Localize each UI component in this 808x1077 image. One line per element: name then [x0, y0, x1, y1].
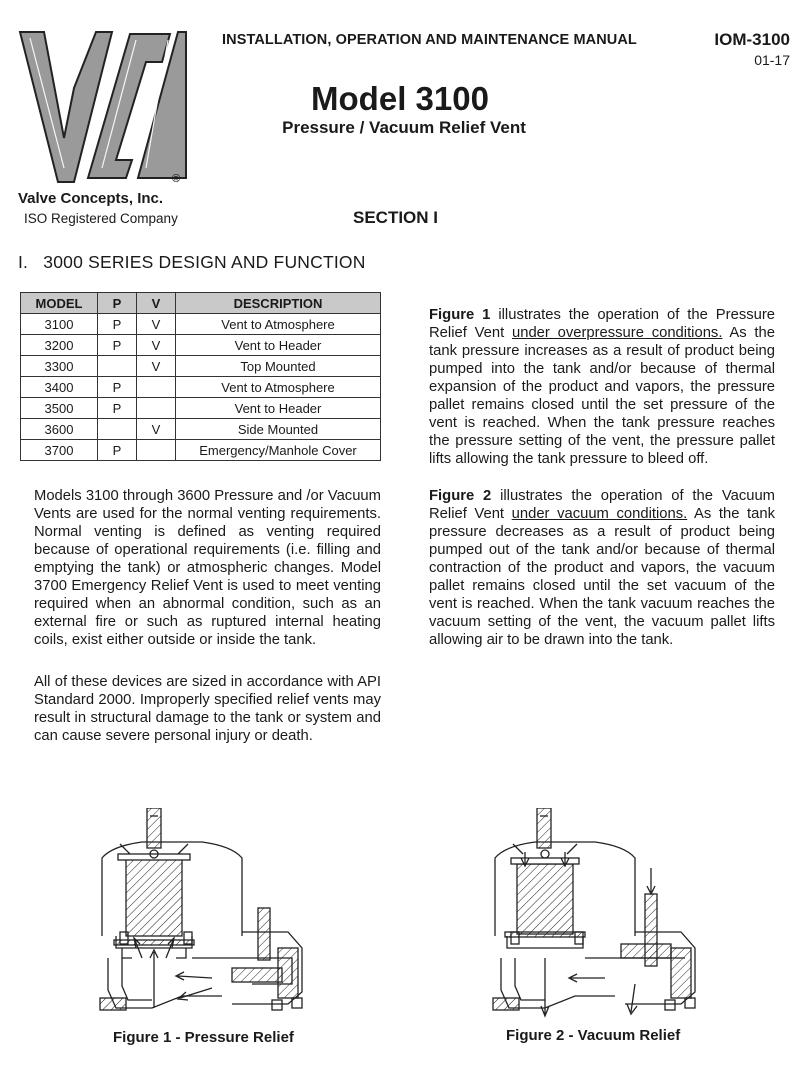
cell-model: 3600: [21, 419, 98, 440]
registered-mark: ®: [172, 173, 181, 185]
cell-p: [98, 356, 137, 377]
header-model: MODEL: [21, 293, 98, 314]
figure1-pressure-relief-drawing: [92, 808, 332, 1023]
model-table: [20, 292, 381, 461]
table-row: [21, 398, 381, 419]
table-row: [21, 356, 381, 377]
cell-model: 3500: [21, 398, 98, 419]
cell-v: [137, 377, 176, 398]
cell-model: 3200: [21, 335, 98, 356]
document-date: 01-17: [754, 52, 790, 68]
figure2-ref: Figure 2: [429, 488, 492, 504]
table-row: [21, 419, 381, 440]
cell-p: P: [98, 398, 137, 419]
cell-description: Emergency/Manhole Cover: [176, 440, 381, 461]
cell-model: 3700: [21, 440, 98, 461]
table-row: [21, 377, 381, 398]
cell-v: V: [137, 356, 176, 377]
cell-v: [137, 398, 176, 419]
manual-title: INSTALLATION, OPERATION AND MAINTENANCE MANUAL: [222, 32, 637, 48]
table-header-row: [21, 293, 381, 314]
cell-model: 3400: [21, 377, 98, 398]
cell-model: 3100: [21, 314, 98, 335]
cell-description: Vent to Header: [176, 335, 381, 356]
cell-v: V: [137, 335, 176, 356]
intro-paragraph: Models 3100 through 3600 Pressure and /or Vacuum Vents are used for the normal venting requirements. Normal venting is defined as venting required because of operational requirements (i.e. filling and emptying the tank) or atmospheric changes. Model 3700 Emergency Relief Vent is used to meet venting required when an abnormal condition, such as an external fire or such as ruptured internal heating coils, exist either outside or inside the tank.: [34, 488, 381, 648]
cell-p: P: [98, 314, 137, 335]
api-standard-paragraph: All of these devices are sized in accordance with API Standard 2000. Improperly specified relief vents may result in structural damage to the tank or system and can cause severe personal injury or death.: [34, 674, 381, 744]
figure2-caption: Figure 2 - Vacuum Relief: [506, 1027, 681, 1044]
cell-p: P: [98, 377, 137, 398]
header-v: V: [137, 293, 176, 314]
header-description: DESCRIPTION: [176, 293, 381, 314]
cell-description: Vent to Header: [176, 398, 381, 419]
cell-description: Vent to Atmosphere: [176, 314, 381, 335]
document-id: IOM-3100: [714, 30, 790, 49]
figure2-vacuum-relief-drawing: [485, 808, 725, 1023]
cell-v: V: [137, 419, 176, 440]
figure1-ref: Figure 1: [429, 307, 491, 323]
header-p: P: [98, 293, 137, 314]
table-row: [21, 335, 381, 356]
cell-description: Side Mounted: [176, 419, 381, 440]
company-name: Valve Concepts, Inc.: [18, 190, 164, 207]
cell-p: [98, 419, 137, 440]
page-title: Model 3100: [311, 80, 489, 117]
cell-model: 3300: [21, 356, 98, 377]
table-row: [21, 440, 381, 461]
page-subtitle: Pressure / Vacuum Relief Vent: [282, 118, 526, 137]
cell-v: [137, 440, 176, 461]
cell-p: P: [98, 335, 137, 356]
cell-description: Vent to Atmosphere: [176, 377, 381, 398]
cell-v: V: [137, 314, 176, 335]
figure2-paragraph: Figure 2 illustrates the operation of the Vacuum Relief Vent under vacuum conditions. As the tank pressure decreases as a result of product being pumped out of the tank and/or because of thermal contraction of the product and vapors, the vacuum pallet remains closed until the set vacuum of the vent is reached. When the tank vacuum reaches the vacuum setting of the vent, the vacuum pallet lifts allowing air to be drawn into the tank.: [429, 488, 775, 648]
cell-p: P: [98, 440, 137, 461]
table-row: [21, 314, 381, 335]
figure1-caption: Figure 1 - Pressure Relief: [113, 1029, 294, 1046]
figure1-paragraph: Figure 1 illustrates the operation of the Pressure Relief Vent under overpressure conditions. As the tank pressure increases as a result of product being pumped into the tank and/or because of thermal expansion of the product and vapors, the pressure pallet remains closed until the set pressure of the vent is reached. When the tank pressure reaches the pressure setting of the vent, the pressure pallet lifts allowing the tank pressure to bleed off.: [429, 307, 775, 467]
section-label: SECTION I: [353, 208, 439, 227]
cell-description: Top Mounted: [176, 356, 381, 377]
company-tagline: ISO Registered Company: [24, 211, 178, 226]
section-heading: I. 3000 SERIES DESIGN AND FUNCTION: [18, 252, 366, 272]
